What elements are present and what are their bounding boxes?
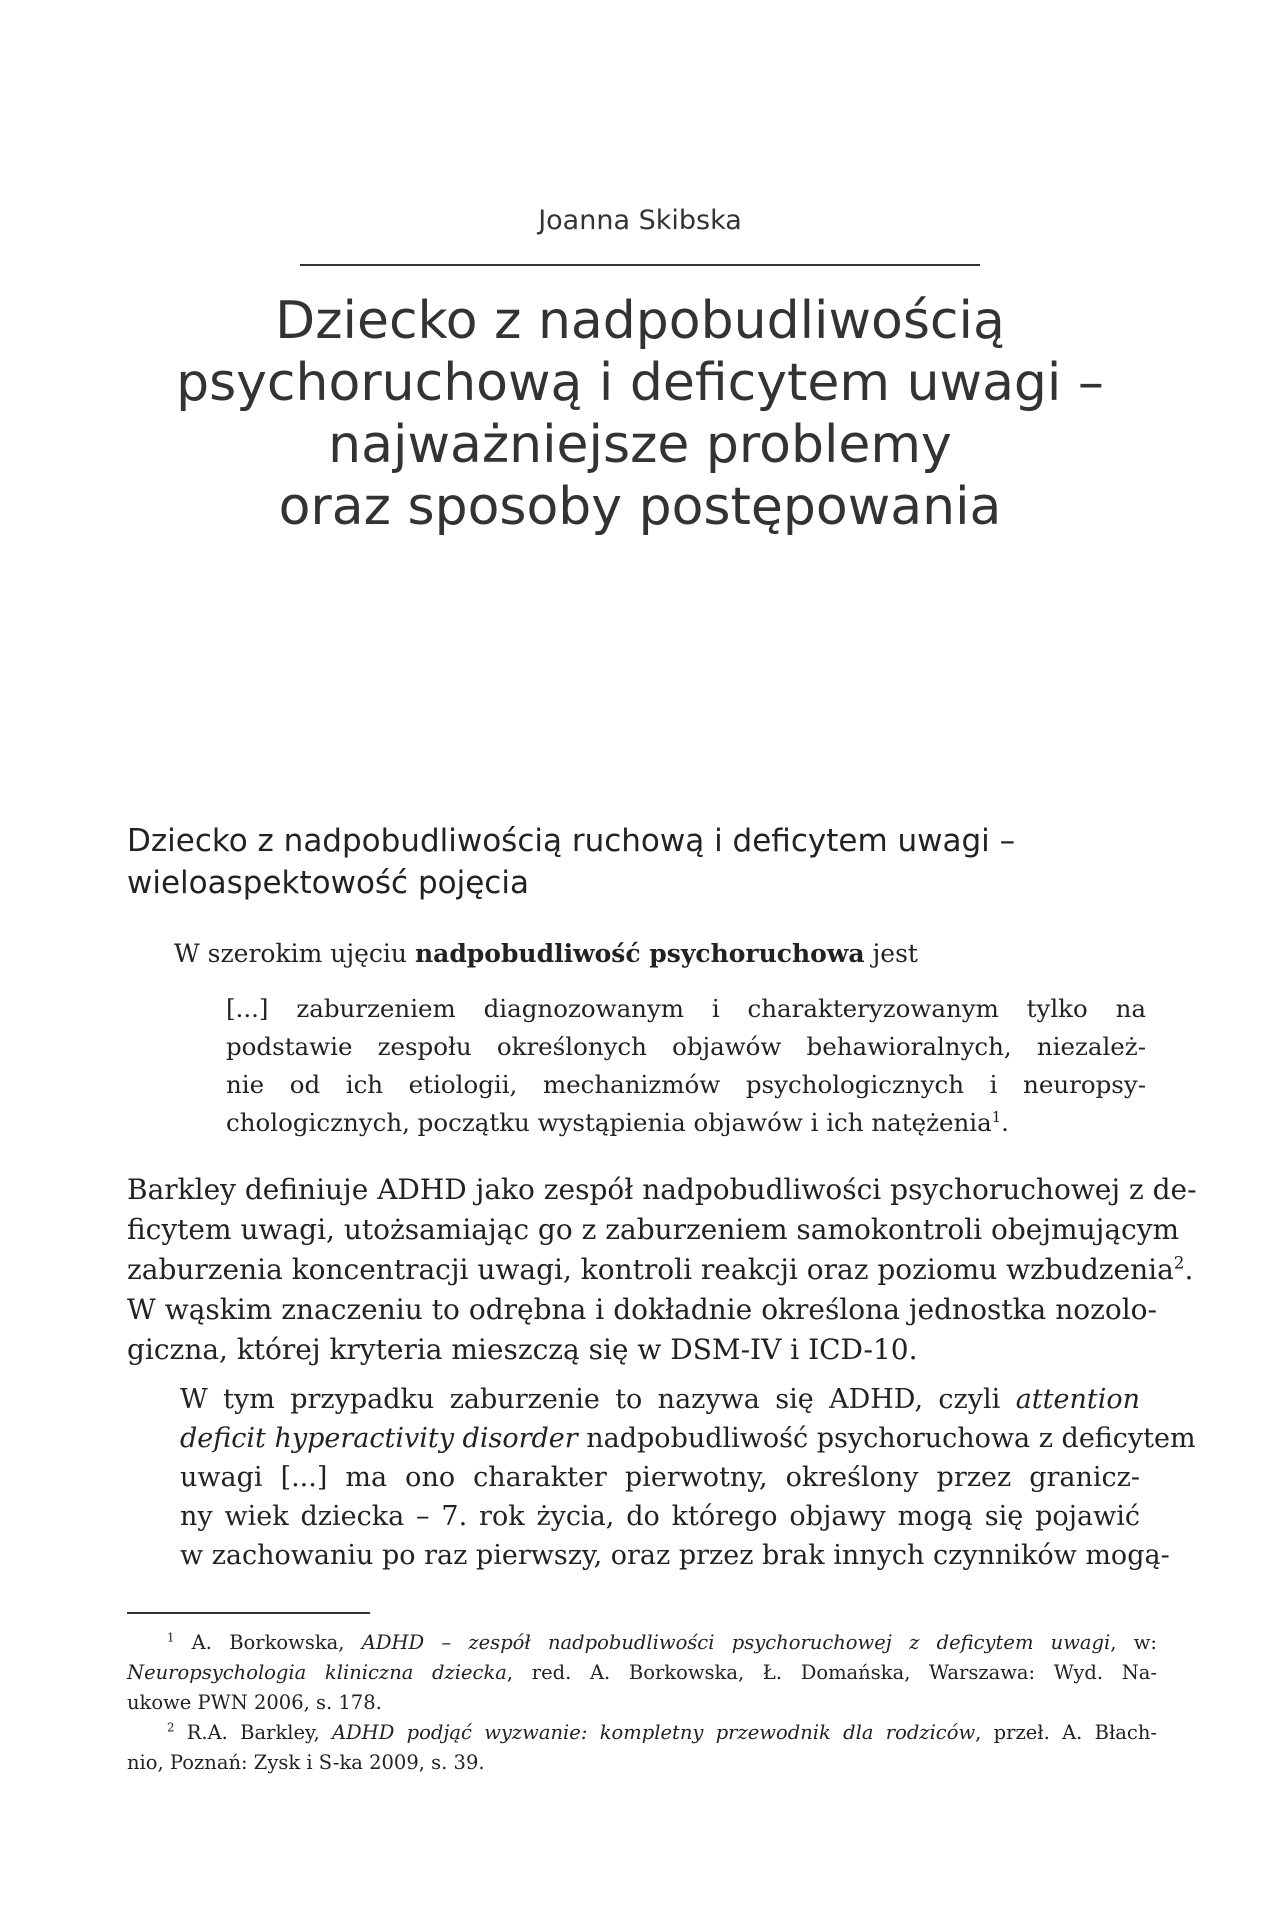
footnote-text: , red. A. Borkowska, Ł. Domańska, Warszawa: Wyd. Na-: [506, 1661, 1157, 1684]
author-name: Joanna Skibska: [538, 205, 742, 236]
footnote-1-cont: ukowe PWN 2006, s. 178.: [127, 1691, 382, 1714]
paragraph-line: [180, 1380, 1140, 1419]
quote-line: [...] zaburzeniem diagnozowanym i charakteryzowanym tylko na: [226, 994, 1146, 1023]
quote-line: chologicznych, początku wystąpienia objawów i ich natężenia$^1$.: [226, 1108, 1009, 1137]
footnote-1: [127, 1628, 1157, 1658]
paragraph-line: ficytem uwagi, utożsamiając go z zaburzeniem samokontroli obejmującym: [127, 1213, 1180, 1246]
paragraph-line: Barkley definiuje ADHD jako zespół nadpobudliwości psychoruchowej z de-: [127, 1173, 1197, 1206]
footnote-title: ADHD – zespół nadpobudliwości psychoruchowej z deficytem uwagi: [361, 1631, 1111, 1654]
quote-line: nie od ich etiologii, mechanizmów psychologicznych i neuropsy-: [226, 1070, 1146, 1099]
paragraph-line-text: W tym przypadku zaburzenie to nazywa się ADHD, czyli: [180, 1384, 1016, 1415]
paragraph-line: giczna, której kryteria mieszczą się w DSM-IV i ICD-10.: [127, 1333, 918, 1366]
footnote-number: 2: [167, 1720, 175, 1735]
paragraph-line: uwagi [...] ma ono charakter pierwotny, określony przez granicz-: [180, 1462, 1140, 1493]
title-line: najważniejsze problemy: [328, 415, 952, 475]
paragraph-line: [180, 1419, 1196, 1458]
intro-bold-term: nadpobudliwość psychoruchowa: [414, 939, 865, 968]
footnote-divider: [127, 1612, 370, 1614]
paragraph-line: zaburzenia koncentracji uwagi, kontroli reakcji oraz poziomu wzbudzenia$^2$.: [127, 1252, 1194, 1286]
paragraph-adhd-quote: [180, 1380, 1196, 1575]
paragraph-line: W wąskim znaczeniu to odrębna i dokładnie określona jednostka nozolo-: [127, 1293, 1157, 1326]
intro-sentence: [174, 936, 1174, 972]
paragraph-line-text: zaburzenia koncentracji uwagi, kontroli reakcji oraz poziomu wzbudzenia: [127, 1253, 1174, 1286]
footnote-text: A. Borkowska,: [174, 1631, 362, 1654]
footnote-1-cont: [127, 1658, 1157, 1688]
quote-line: podstawie zespołu określonych objawów behawioralnych, niezależ-: [226, 1032, 1146, 1061]
footnote-text: , w:: [1110, 1631, 1157, 1654]
section-heading-line: wieloaspektowość pojęcia: [127, 865, 529, 901]
chapter-title: [140, 290, 1140, 538]
section-heading-line: Dziecko z nadpobudliwością ruchową i deficytem uwagi –: [127, 823, 1016, 859]
paragraph-line: w zachowaniu po raz pierwszy, oraz przez brak innych czynników mogą-: [180, 1540, 1170, 1571]
section-heading: [127, 820, 1167, 904]
title-divider: [300, 264, 980, 266]
footnote-text: , przeł. A. Błach-: [975, 1721, 1157, 1744]
footnote-title: Neuropsychologia kliniczna dziecka: [127, 1661, 507, 1684]
footnote-title: ADHD podjąć wyzwanie: kompletny przewodnik dla rodziców: [331, 1721, 976, 1744]
paragraph-line-text: nadpobudliwość psychoruchowa z deficytem: [577, 1423, 1196, 1454]
footnote-number: 1: [167, 1630, 175, 1645]
block-quote: [226, 990, 1146, 1142]
paragraph-barkley: [127, 1170, 1197, 1370]
intro-text: W szerokim ujęciu: [174, 939, 415, 968]
footnote-2: [127, 1718, 1157, 1748]
italic-term: attention: [1015, 1384, 1140, 1415]
paragraph-line: ny wiek dziecka – 7. rok życia, do którego objawy mogą się pojawić: [180, 1501, 1140, 1532]
title-line: psychoruchową i deficytem uwagi –: [176, 353, 1104, 413]
footnotes: [127, 1628, 1157, 1778]
footnote-ref[interactable]: 2: [1173, 1252, 1185, 1273]
footnote-text: R.A. Barkley,: [174, 1721, 332, 1744]
title-line: Dziecko z nadpobudliwością: [275, 291, 1005, 351]
quote-line-text: chologicznych, początku wystąpienia objawów i ich natężenia: [226, 1108, 992, 1137]
footnote-2-cont: nio, Poznań: Zysk i S-ka 2009, s. 39.: [127, 1751, 485, 1774]
italic-term: deficit hyperactivity disorder: [180, 1423, 578, 1454]
footnote-ref[interactable]: 1: [991, 1108, 1002, 1126]
title-line: oraz sposoby postępowania: [278, 477, 1002, 537]
intro-text: jest: [864, 939, 918, 968]
